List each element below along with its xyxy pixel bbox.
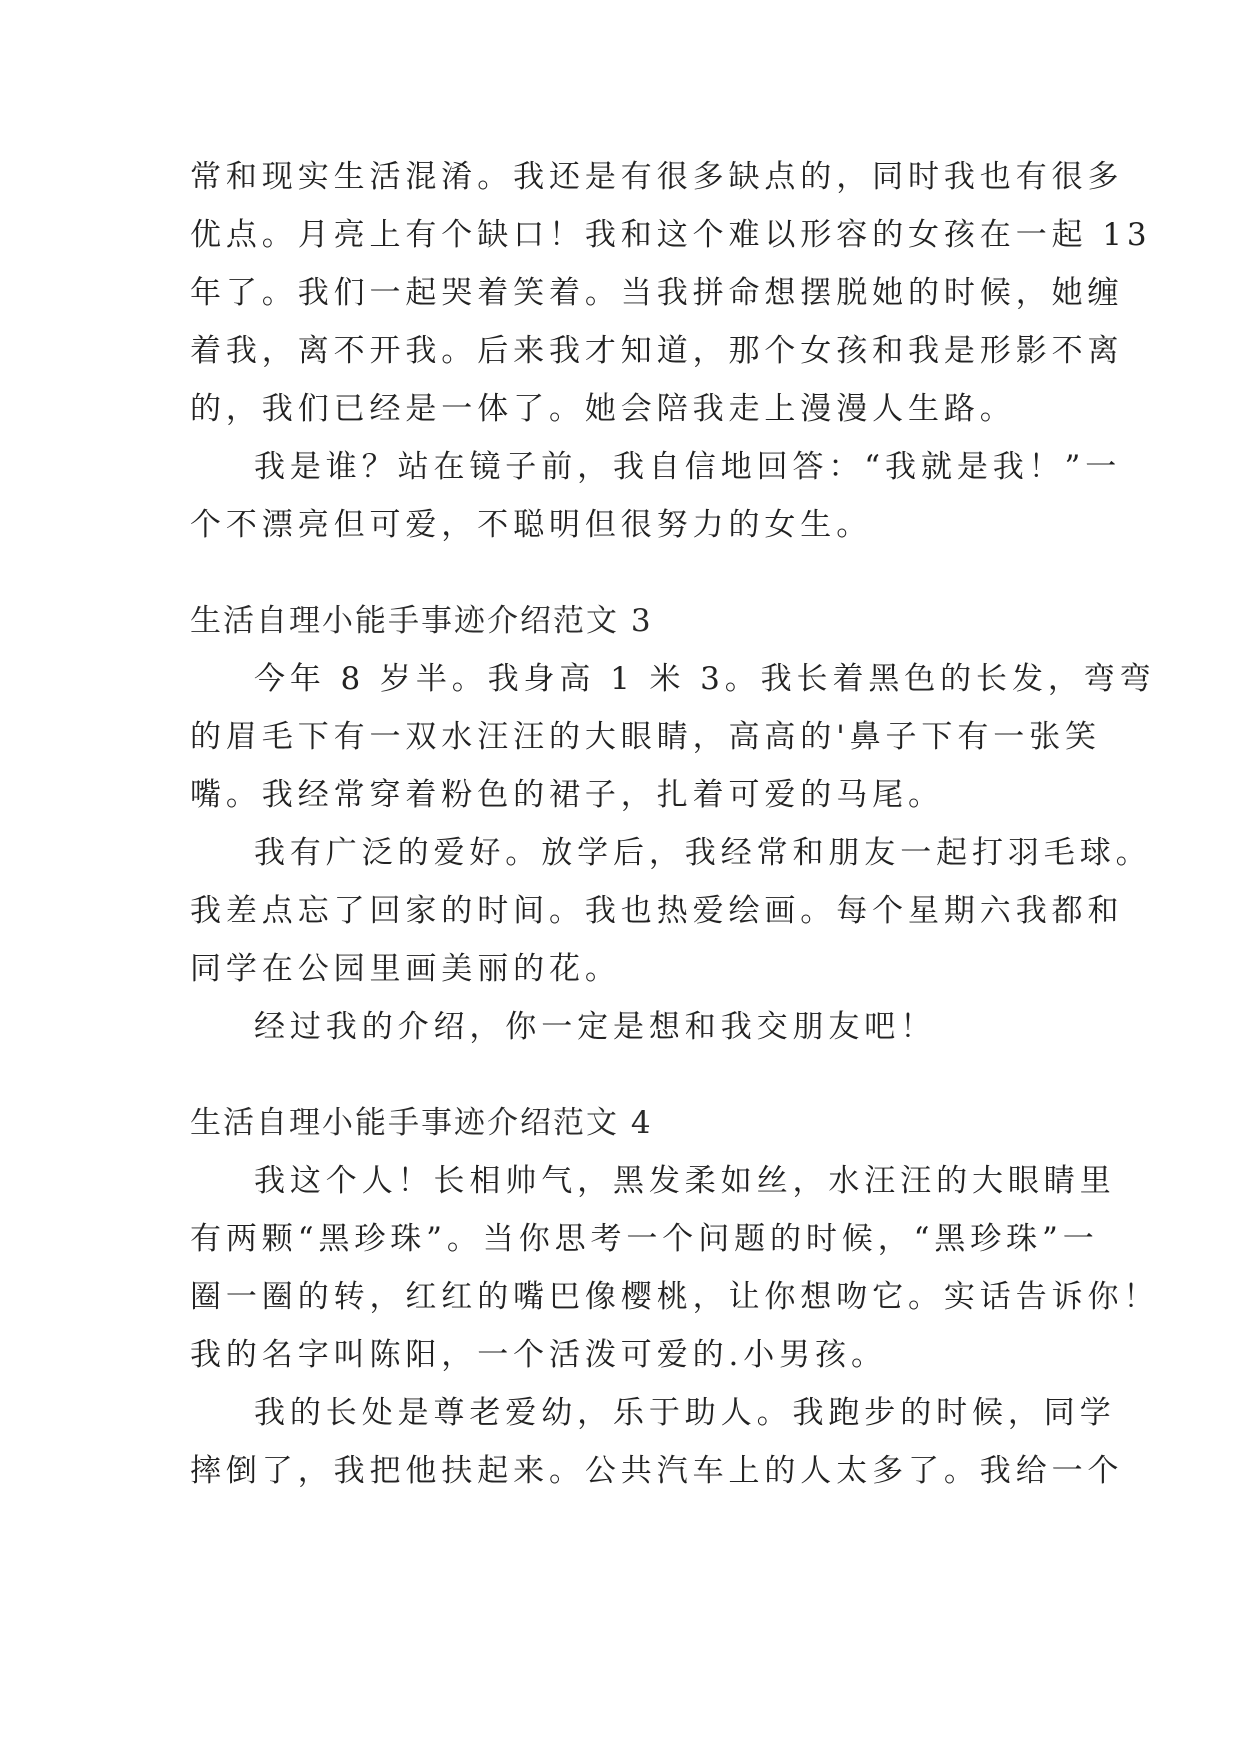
section-heading: 生活自理小能手事迹介绍范文 3 <box>190 603 653 639</box>
paragraph-line: 优点。月亮上有个缺口！我和这个难以形容的女孩在一起 13 <box>190 217 1152 253</box>
paragraph-line: 我的名字叫陈阳，一个活泼可爱的.小男孩。 <box>190 1337 887 1373</box>
paragraph-line: 我是谁？站在镜子前，我自信地回答：“我就是我！”一 <box>254 449 1122 485</box>
paragraph-line: 着我，离不开我。后来我才知道，那个女孩和我是形影不离 <box>190 333 1124 369</box>
paragraph-line: 年了。我们一起哭着笑着。当我拼命想摆脱她的时候，她缠 <box>190 275 1124 311</box>
paragraph-line: 经过我的介绍，你一定是想和我交朋友吧！ <box>254 1009 937 1045</box>
paragraph-line: 我这个人！长相帅气，黑发柔如丝，水汪汪的大眼睛里 <box>254 1163 1116 1199</box>
paragraph-line: 常和现实生活混淆。我还是有很多缺点的，同时我也有很多 <box>190 159 1124 195</box>
paragraph-line: 我有广泛的爱好。放学后，我经常和朋友一起打羽毛球。 <box>254 835 1152 871</box>
paragraph-line: 的眉毛下有一双水汪汪的大眼睛，高高的'鼻子下有一张笑 <box>190 719 1101 755</box>
paragraph-line: 的，我们已经是一体了。她会陪我走上漫漫人生路。 <box>190 391 1016 427</box>
paragraph-line: 有两颗“黑珍珠”。当你思考一个问题的时候，“黑珍珠”一 <box>190 1221 1099 1257</box>
paragraph-line: 摔倒了，我把他扶起来。公共汽车上的人太多了。我给一个 <box>190 1453 1124 1489</box>
section-heading: 生活自理小能手事迹介绍范文 4 <box>190 1105 653 1141</box>
paragraph-line: 我差点忘了回家的时间。我也热爱绘画。每个星期六我都和 <box>190 893 1124 929</box>
paragraph-line: 圈一圈的转，红红的嘴巴像樱桃，让你想吻它。实话告诉你！ <box>190 1279 1160 1315</box>
paragraph-line: 我的长处是尊老爱幼，乐于助人。我跑步的时候，同学 <box>254 1395 1116 1431</box>
paragraph-line: 今年 8 岁半。我身高 1 米 3。我长着黑色的长发，弯弯 <box>254 661 1156 697</box>
paragraph-line: 嘴。我经常穿着粉色的裙子，扎着可爱的马尾。 <box>190 777 944 813</box>
paragraph-line: 个不漂亮但可爱，不聪明但很努力的女生。 <box>190 507 873 543</box>
paragraph-line: 同学在公园里画美丽的花。 <box>190 951 621 987</box>
